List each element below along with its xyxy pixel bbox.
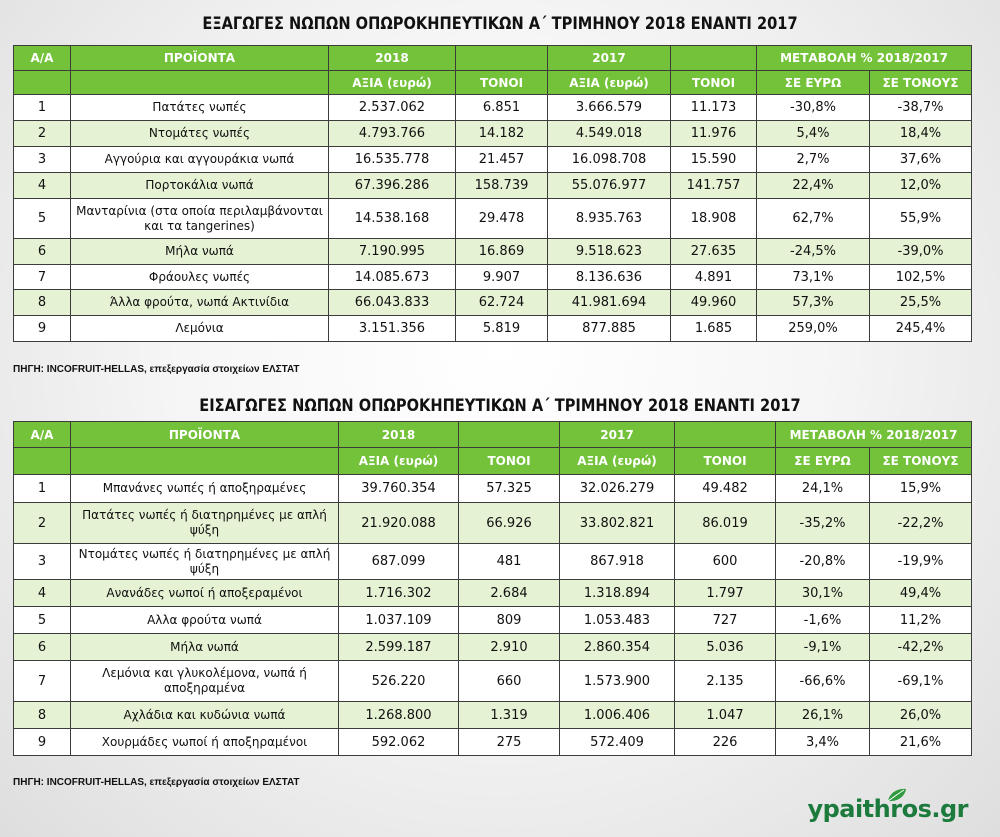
- header-blank: [671, 46, 757, 71]
- header-aa: Α/Α: [14, 46, 71, 71]
- header-tons-2018: ΤΟΝΟΙ: [456, 71, 548, 95]
- product-cell: Φράουλες νωπές: [71, 265, 329, 290]
- header-blank: [459, 422, 560, 448]
- row-number-cell: 4: [14, 580, 71, 607]
- value-2018-cell: 1.268.800: [339, 702, 459, 729]
- logo-text: ypaithros: [807, 795, 932, 823]
- header-products: ΠΡΟΪΟΝΤΑ: [71, 46, 329, 71]
- value-2017-cell: 2.860.354: [560, 634, 675, 661]
- value-2017-cell: 1.573.900: [560, 661, 675, 702]
- pct-eur-cell: -66,6%: [776, 661, 870, 702]
- tons-2017-cell: 11.976: [671, 121, 757, 147]
- tons-2017-cell: 49.960: [671, 290, 757, 316]
- pct-eur-cell: 30,1%: [776, 580, 870, 607]
- pct-eur-cell: 57,3%: [757, 290, 870, 316]
- value-2017-cell: 8.136.636: [548, 265, 671, 290]
- header-change: ΜΕΤΑΒΟΛΗ % 2018/2017: [776, 422, 972, 448]
- row-number-cell: 5: [14, 199, 71, 239]
- product-cell: Μήλα νωπά: [71, 239, 329, 265]
- value-2017-cell: 867.918: [560, 544, 675, 580]
- row-number-cell: 8: [14, 702, 71, 729]
- tons-2017-cell: 141.757: [671, 173, 757, 199]
- product-cell: Αγγούρια και αγγουράκια νωπά: [71, 147, 329, 173]
- table-row: [14, 580, 972, 607]
- header-value-2017: ΑΞΙΑ (ευρώ): [548, 71, 671, 95]
- product-cell: Πατάτες νωπές: [71, 95, 329, 121]
- pct-eur-cell: 26,1%: [776, 702, 870, 729]
- tons-2018-cell: 2.910: [459, 634, 560, 661]
- value-2018-cell: 7.190.995: [329, 239, 456, 265]
- tons-2018-cell: 29.478: [456, 199, 548, 239]
- row-number-cell: 6: [14, 239, 71, 265]
- imports-body: [14, 475, 972, 756]
- tons-2018-cell: 158.739: [456, 173, 548, 199]
- header-products: ΠΡΟΪΟΝΤΑ: [71, 422, 339, 448]
- pct-tons-cell: 11,2%: [870, 607, 972, 634]
- row-number-cell: 9: [14, 316, 71, 342]
- pct-eur-cell: 259,0%: [757, 316, 870, 342]
- value-2017-cell: 877.885: [548, 316, 671, 342]
- tons-2017-cell: 15.590: [671, 147, 757, 173]
- product-cell: Μανταρίνια (στα οποία περιλαμβάνονται και τα tangerines): [71, 199, 329, 239]
- pct-tons-cell: -22,2%: [870, 503, 972, 544]
- pct-tons-cell: -39,0%: [870, 239, 972, 265]
- row-number-cell: 2: [14, 121, 71, 147]
- header-pct-tons: ΣΕ ΤΟΝΟΥΣ: [870, 71, 972, 95]
- header-blank: [456, 46, 548, 71]
- value-2017-cell: 16.098.708: [548, 147, 671, 173]
- tons-2017-cell: 600: [675, 544, 776, 580]
- pct-eur-cell: 73,1%: [757, 265, 870, 290]
- tons-2018-cell: 5.819: [456, 316, 548, 342]
- tons-2017-cell: 1.797: [675, 580, 776, 607]
- value-2018-cell: 14.538.168: [329, 199, 456, 239]
- tons-2018-cell: 481: [459, 544, 560, 580]
- header-tons-2018: ΤΟΝΟΙ: [459, 448, 560, 475]
- pct-tons-cell: 15,9%: [870, 475, 972, 503]
- table-row: [14, 199, 972, 239]
- header-2018: 2018: [339, 422, 459, 448]
- pct-tons-cell: -42,2%: [870, 634, 972, 661]
- table-row: [14, 544, 972, 580]
- pct-tons-cell: 12,0%: [870, 173, 972, 199]
- tons-2017-cell: 27.635: [671, 239, 757, 265]
- header-2017: 2017: [560, 422, 675, 448]
- value-2017-cell: 572.409: [560, 729, 675, 756]
- value-2018-cell: 526.220: [339, 661, 459, 702]
- exports-body: [14, 95, 972, 342]
- value-2018-cell: 67.396.286: [329, 173, 456, 199]
- table-row: [14, 607, 972, 634]
- imports-title: ΕΙΣΑΓΩΓΕΣ ΝΩΠΩΝ ΟΠΩΡΟΚΗΠΕΥΤΙΚΩΝ Α΄ ΤΡΙΜΗΝΟΥ 2018 ΕΝΑΝΤΙ 2017: [199, 396, 801, 416]
- tons-2017-cell: 5.036: [675, 634, 776, 661]
- header-blank: [14, 448, 71, 475]
- tons-2017-cell: 49.482: [675, 475, 776, 503]
- header-2017: 2017: [548, 46, 671, 71]
- value-2017-cell: 4.549.018: [548, 121, 671, 147]
- pct-eur-cell: 3,4%: [776, 729, 870, 756]
- pct-tons-cell: 55,9%: [870, 199, 972, 239]
- pct-eur-cell: -35,2%: [776, 503, 870, 544]
- header-pct-tons: ΣΕ ΤΟΝΟΥΣ: [870, 448, 972, 475]
- pct-eur-cell: -20,8%: [776, 544, 870, 580]
- pct-eur-cell: -30,8%: [757, 95, 870, 121]
- pct-eur-cell: -9,1%: [776, 634, 870, 661]
- tons-2017-cell: 1.047: [675, 702, 776, 729]
- tons-2018-cell: 66.926: [459, 503, 560, 544]
- tons-2018-cell: 1.319: [459, 702, 560, 729]
- tons-2018-cell: 809: [459, 607, 560, 634]
- header-value-2018: ΑΞΙΑ (ευρώ): [339, 448, 459, 475]
- pct-tons-cell: -19,9%: [870, 544, 972, 580]
- row-number-cell: 9: [14, 729, 71, 756]
- value-2017-cell: 1.006.406: [560, 702, 675, 729]
- tons-2017-cell: 226: [675, 729, 776, 756]
- pct-tons-cell: -38,7%: [870, 95, 972, 121]
- product-cell: Αλλα φρούτα νωπά: [71, 607, 339, 634]
- header-blank: [14, 71, 71, 95]
- row-number-cell: 6: [14, 634, 71, 661]
- value-2018-cell: 4.793.766: [329, 121, 456, 147]
- header-tons-2017: ΤΟΝΟΙ: [671, 71, 757, 95]
- value-2017-cell: 1.318.894: [560, 580, 675, 607]
- value-2018-cell: 16.535.778: [329, 147, 456, 173]
- row-number-cell: 2: [14, 503, 71, 544]
- tons-2017-cell: 1.685: [671, 316, 757, 342]
- table-row: [14, 475, 972, 503]
- product-cell: Άλλα φρούτα, νωπά Ακτινίδια: [71, 290, 329, 316]
- table-row: [14, 316, 972, 342]
- value-2017-cell: 1.053.483: [560, 607, 675, 634]
- imports-table: [13, 421, 972, 756]
- header-aa: Α/Α: [14, 422, 71, 448]
- header-pct-eur: ΣΕ ΕΥΡΩ: [776, 448, 870, 475]
- header-2018: 2018: [329, 46, 456, 71]
- row-number-cell: 3: [14, 544, 71, 580]
- tons-2017-cell: 11.173: [671, 95, 757, 121]
- value-2017-cell: 32.026.279: [560, 475, 675, 503]
- row-number-cell: 5: [14, 607, 71, 634]
- table-row: [14, 702, 972, 729]
- value-2018-cell: 2.599.187: [339, 634, 459, 661]
- table-row: [14, 265, 972, 290]
- pct-tons-cell: 26,0%: [870, 702, 972, 729]
- table-row: [14, 729, 972, 756]
- tons-2018-cell: 62.724: [456, 290, 548, 316]
- pct-eur-cell: 22,4%: [757, 173, 870, 199]
- pct-eur-cell: 62,7%: [757, 199, 870, 239]
- header-change: ΜΕΤΑΒΟΛΗ % 2018/2017: [757, 46, 972, 71]
- value-2018-cell: 1.716.302: [339, 580, 459, 607]
- exports-source: ΠΗΓΗ: INCOFRUIT-HELLAS, επεξεργασία στοιχείων ΕΛΣΤΑΤ: [13, 364, 300, 375]
- product-cell: Πατάτες νωπές ή διατηρημένες με απλή ψύξη: [71, 503, 339, 544]
- table-row: [14, 661, 972, 702]
- product-cell: Λεμόνια και γλυκολέμονα, νωπά ή αποξηραμένα: [71, 661, 339, 702]
- pct-tons-cell: 102,5%: [870, 265, 972, 290]
- table-row: [14, 95, 972, 121]
- product-cell: Λεμόνια: [71, 316, 329, 342]
- exports-table: [13, 45, 972, 342]
- product-cell: Μπανάνες νωπές ή αποξηραμένες: [71, 475, 339, 503]
- row-number-cell: 1: [14, 475, 71, 503]
- product-cell: Ανανάδες νωποί ή αποξεραμένοι: [71, 580, 339, 607]
- tons-2018-cell: 14.182: [456, 121, 548, 147]
- value-2018-cell: 592.062: [339, 729, 459, 756]
- header-blank: [675, 422, 776, 448]
- value-2018-cell: 66.043.833: [329, 290, 456, 316]
- header-blank: [71, 448, 339, 475]
- header-pct-eur: ΣΕ ΕΥΡΩ: [757, 71, 870, 95]
- pct-tons-cell: 37,6%: [870, 147, 972, 173]
- product-cell: Ντομάτες νωπές: [71, 121, 329, 147]
- row-number-cell: 3: [14, 147, 71, 173]
- pct-tons-cell: 245,4%: [870, 316, 972, 342]
- pct-tons-cell: 21,6%: [870, 729, 972, 756]
- tons-2018-cell: 6.851: [456, 95, 548, 121]
- product-cell: Ντομάτες νωπές ή διατηρημένες με απλή ψύξη: [71, 544, 339, 580]
- row-number-cell: 7: [14, 265, 71, 290]
- pct-tons-cell: 18,4%: [870, 121, 972, 147]
- table-row: [14, 634, 972, 661]
- exports-title: ΕΞΑΓΩΓΕΣ ΝΩΠΩΝ ΟΠΩΡΟΚΗΠΕΥΤΙΚΩΝ Α΄ ΤΡΙΜΗΝΟΥ 2018 ΕΝΑΝΤΙ 2017: [202, 14, 798, 34]
- value-2018-cell: 39.760.354: [339, 475, 459, 503]
- tons-2018-cell: 57.325: [459, 475, 560, 503]
- value-2018-cell: 21.920.088: [339, 503, 459, 544]
- header-value-2018: ΑΞΙΑ (ευρώ): [329, 71, 456, 95]
- tons-2018-cell: 660: [459, 661, 560, 702]
- value-2018-cell: 1.037.109: [339, 607, 459, 634]
- value-2018-cell: 2.537.062: [329, 95, 456, 121]
- value-2017-cell: 55.076.977: [548, 173, 671, 199]
- row-number-cell: 7: [14, 661, 71, 702]
- value-2017-cell: 8.935.763: [548, 199, 671, 239]
- table-row: [14, 503, 972, 544]
- tons-2018-cell: 16.869: [456, 239, 548, 265]
- row-number-cell: 8: [14, 290, 71, 316]
- tons-2017-cell: 18.908: [671, 199, 757, 239]
- imports-source: ΠΗΓΗ: INCOFRUIT-HELLAS, επεξεργασία στοιχείων ΕΛΣΤΑΤ: [13, 777, 300, 788]
- product-cell: Μήλα νωπά: [71, 634, 339, 661]
- value-2017-cell: 33.802.821: [560, 503, 675, 544]
- pct-eur-cell: -1,6%: [776, 607, 870, 634]
- pct-tons-cell: 25,5%: [870, 290, 972, 316]
- value-2018-cell: 3.151.356: [329, 316, 456, 342]
- table-row: [14, 147, 972, 173]
- logo-suffix: .gr: [931, 795, 968, 823]
- value-2018-cell: 14.085.673: [329, 265, 456, 290]
- product-cell: Πορτοκάλια νωπά: [71, 173, 329, 199]
- tons-2017-cell: 727: [675, 607, 776, 634]
- tons-2018-cell: 2.684: [459, 580, 560, 607]
- pct-tons-cell: 49,4%: [870, 580, 972, 607]
- tons-2018-cell: 21.457: [456, 147, 548, 173]
- header-value-2017: ΑΞΙΑ (ευρώ): [560, 448, 675, 475]
- product-cell: Αχλάδια και κυδώνια νωπά: [71, 702, 339, 729]
- header-blank: [71, 71, 329, 95]
- header-tons-2017: ΤΟΝΟΙ: [675, 448, 776, 475]
- value-2018-cell: 687.099: [339, 544, 459, 580]
- value-2017-cell: 3.666.579: [548, 95, 671, 121]
- tons-2017-cell: 4.891: [671, 265, 757, 290]
- value-2017-cell: 9.518.623: [548, 239, 671, 265]
- pct-eur-cell: 24,1%: [776, 475, 870, 503]
- pct-eur-cell: 2,7%: [757, 147, 870, 173]
- pct-eur-cell: -24,5%: [757, 239, 870, 265]
- table-row: [14, 173, 972, 199]
- row-number-cell: 4: [14, 173, 71, 199]
- table-row: [14, 290, 972, 316]
- tons-2018-cell: 275: [459, 729, 560, 756]
- tons-2017-cell: 2.135: [675, 661, 776, 702]
- table-row: [14, 121, 972, 147]
- product-cell: Χουρμάδες νωποί ή αποξηραμένοι: [71, 729, 339, 756]
- site-logo: [807, 795, 968, 823]
- value-2017-cell: 41.981.694: [548, 290, 671, 316]
- pct-eur-cell: 5,4%: [757, 121, 870, 147]
- tons-2018-cell: 9.907: [456, 265, 548, 290]
- tons-2017-cell: 86.019: [675, 503, 776, 544]
- row-number-cell: 1: [14, 95, 71, 121]
- table-row: [14, 239, 972, 265]
- pct-tons-cell: -69,1%: [870, 661, 972, 702]
